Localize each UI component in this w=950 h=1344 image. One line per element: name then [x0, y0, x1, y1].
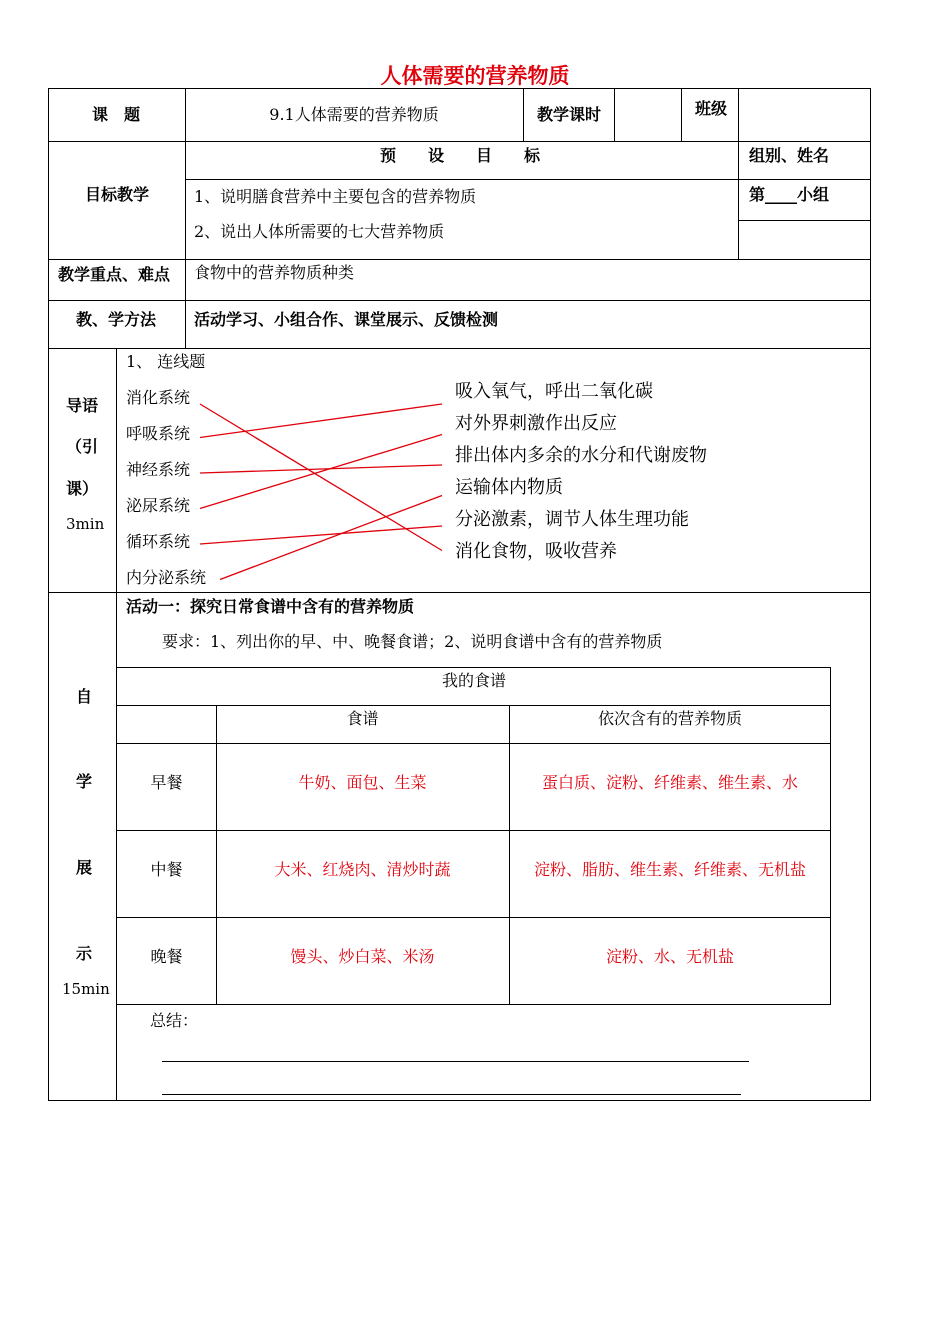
- system-item: 消化系统: [126, 388, 191, 407]
- goal-item: 2、说出人体所需要的七大营养物质: [194, 222, 445, 241]
- function-item: 对外界刺激作出反应: [455, 413, 617, 434]
- recipe-header-menu: 食谱: [346, 709, 379, 728]
- summary-label: 总结：: [150, 1011, 199, 1030]
- methods-label: 教、学方法: [76, 310, 157, 329]
- methods-value: 活动学习、小组合作、课堂展示、反馈检测: [194, 310, 499, 329]
- function-item: 运输体内物质: [455, 477, 563, 498]
- topic-value: 9.1人体需要的营养物质: [269, 105, 439, 124]
- self-study-time: 15min: [62, 980, 110, 998]
- preset-goals-label: 预 设 目 标: [380, 146, 541, 165]
- self-study-label: 自: [76, 687, 93, 706]
- meal-menu: 大米、红烧肉、清炒时蔬: [274, 860, 451, 879]
- key-points-value: 食物中的营养物质种类: [194, 263, 355, 282]
- goals-label: 目标教学: [85, 185, 150, 204]
- meal-label: 晚餐: [150, 947, 183, 966]
- function-item: 消化食物，吸收营养: [455, 541, 617, 562]
- system-item: 泌尿系统: [126, 496, 191, 515]
- activity-title: 活动一：探究日常食谱中含有的营养物质: [126, 597, 415, 616]
- group-value: 第____小组: [749, 185, 830, 204]
- group-label: 组别、姓名: [749, 146, 830, 165]
- intro-label: （引: [66, 437, 99, 456]
- matching-task-title: 1、 连线题: [126, 352, 206, 371]
- hours-label: 教学课时: [537, 105, 602, 124]
- function-item: 排出体内多余的水分和代谢废物: [455, 445, 707, 466]
- topic-label: 课 题: [92, 105, 141, 124]
- intro-label: 导语: [66, 396, 99, 415]
- page-title: 人体需要的营养物质: [380, 64, 570, 88]
- meal-nutrients: 淀粉、脂肪、维生素、纤维素、无机盐: [533, 860, 806, 879]
- meal-label: 早餐: [150, 773, 183, 792]
- class-label: 班级: [695, 99, 728, 118]
- function-item: 吸入氧气，呼出二氧化碳: [455, 381, 653, 402]
- recipe-table-caption: 我的食谱: [441, 671, 506, 690]
- meal-menu: 牛奶、面包、生菜: [298, 773, 427, 792]
- meal-menu: 馒头、炒白菜、米汤: [290, 947, 435, 966]
- goal-item: 1、说明膳食营养中主要包含的营养物质: [194, 187, 477, 206]
- function-item: 分泌激素，调节人体生理功能: [455, 509, 689, 530]
- system-item: 呼吸系统: [126, 424, 191, 443]
- activity-requirement: 要求：1、列出你的早、中、晚餐食谱；2、说明食谱中含有的营养物质: [162, 632, 663, 651]
- intro-time: 3min: [66, 515, 105, 533]
- key-points-label: 教学重点、难点: [58, 265, 171, 284]
- system-item: 循环系统: [126, 532, 191, 551]
- meal-nutrients: 淀粉、水、无机盐: [605, 947, 734, 966]
- meal-label: 中餐: [150, 860, 183, 879]
- self-study-label: 学: [76, 772, 93, 791]
- system-item: 内分泌系统: [126, 568, 207, 587]
- self-study-label: 示: [76, 944, 93, 963]
- match-line: [200, 404, 442, 438]
- match-line: [220, 496, 442, 580]
- system-item: 神经系统: [126, 460, 191, 479]
- self-study-label: 展: [76, 858, 93, 877]
- intro-label: 课）: [66, 479, 99, 498]
- meal-nutrients: 蛋白质、淀粉、纤维素、维生素、水: [541, 773, 798, 792]
- recipe-header-nutrients: 依次含有的营养物质: [597, 709, 742, 728]
